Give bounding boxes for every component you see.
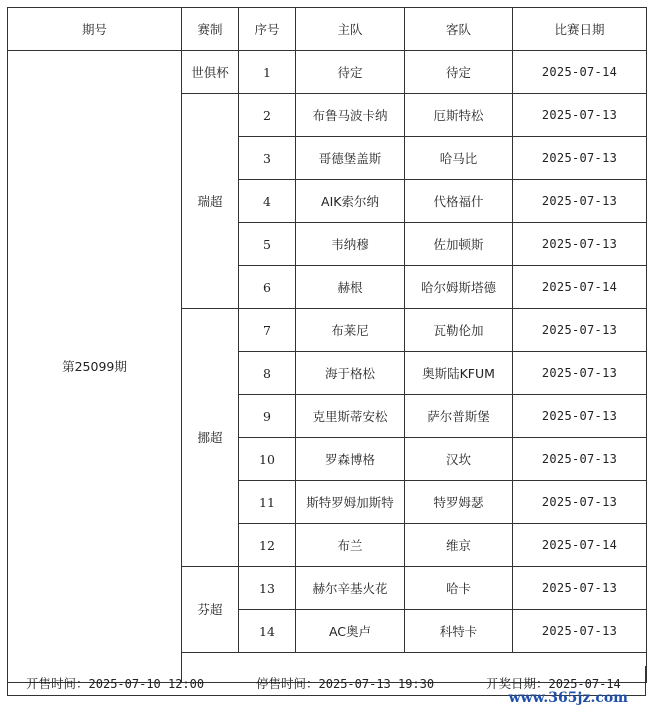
index-cell: 8: [239, 352, 296, 395]
away-team-cell: 汉坎: [405, 438, 513, 481]
home-team-cell: 克里斯蒂安松: [296, 395, 405, 438]
away-team-cell: 代格福什: [405, 180, 513, 223]
match-date-cell: 2025-07-13: [513, 94, 647, 137]
index-cell: 11: [239, 481, 296, 524]
header-row: [8, 8, 647, 51]
index-cell: 6: [239, 266, 296, 309]
index-cell: 2: [239, 94, 296, 137]
site-watermark: www.365jz.com: [508, 690, 628, 706]
index-cell: 9: [239, 395, 296, 438]
match-schedule-table: [7, 7, 647, 683]
header-period: 期号: [8, 8, 182, 51]
away-team-cell: 哈尔姆斯塔德: [405, 266, 513, 309]
match-date-cell: 2025-07-13: [513, 137, 647, 180]
away-team-cell: 瓦勒伦加: [405, 309, 513, 352]
away-team-cell: 奥斯陆KFUM: [405, 352, 513, 395]
home-team-cell: 斯特罗姆加斯特: [296, 481, 405, 524]
away-team-cell: 待定: [405, 51, 513, 94]
match-date-cell: 2025-07-13: [513, 223, 647, 266]
home-team-cell: 布鲁马波卡纳: [296, 94, 405, 137]
match-date-cell: 2025-07-13: [513, 309, 647, 352]
match-date-cell: 2025-07-13: [513, 567, 647, 610]
away-team-cell: 厄斯特松: [405, 94, 513, 137]
home-team-cell: 待定: [296, 51, 405, 94]
home-team-cell: 布莱尼: [296, 309, 405, 352]
match-date-cell: 2025-07-13: [513, 610, 647, 653]
index-cell: 7: [239, 309, 296, 352]
index-cell: 13: [239, 567, 296, 610]
away-team-cell: 哈卡: [405, 567, 513, 610]
home-team-cell: 海于格松: [296, 352, 405, 395]
home-team-cell: AC奥卢: [296, 610, 405, 653]
home-team-cell: 韦纳穆: [296, 223, 405, 266]
home-team-cell: 赫根: [296, 266, 405, 309]
header-home-team: 主队: [296, 8, 405, 51]
header-competition: 赛制: [182, 8, 239, 51]
competition-cell: 挪超: [182, 309, 239, 567]
header-index: 序号: [239, 8, 296, 51]
competition-cell: 世俱杯: [182, 51, 239, 94]
away-team-cell: 特罗姆瑟: [405, 481, 513, 524]
sale-stop-label: 停售时间：: [256, 676, 319, 691]
match-date-cell: 2025-07-14: [513, 266, 647, 309]
index-cell: 12: [239, 524, 296, 567]
index-cell: 3: [239, 137, 296, 180]
home-team-cell: AIK索尔纳: [296, 180, 405, 223]
index-cell: 10: [239, 438, 296, 481]
sale-start: [26, 674, 204, 692]
home-team-cell: 罗森博格: [296, 438, 405, 481]
period-cell: 第25099期: [8, 51, 182, 683]
draw-date-label: 开奖日期：: [486, 676, 549, 691]
match-date-cell: 2025-07-14: [513, 524, 647, 567]
index-cell: 4: [239, 180, 296, 223]
match-date-cell: 2025-07-14: [513, 51, 647, 94]
sale-start-value: 2025-07-10 12:00: [88, 677, 205, 691]
match-date-cell: 2025-07-13: [513, 352, 647, 395]
draw-date-value: 2025-07-14: [548, 677, 621, 691]
index-cell: 5: [239, 223, 296, 266]
match-date-cell: 2025-07-13: [513, 438, 647, 481]
away-team-cell: 哈马比: [405, 137, 513, 180]
sale-stop: [256, 674, 434, 692]
away-team-cell: 佐加顿斯: [405, 223, 513, 266]
match-date-cell: 2025-07-13: [513, 395, 647, 438]
home-team-cell: 赫尔辛基火花: [296, 567, 405, 610]
sale-stop-value: 2025-07-13 19:30: [318, 677, 435, 691]
sale-start-label: 开售时间：: [26, 676, 89, 691]
match-date-cell: 2025-07-13: [513, 481, 647, 524]
competition-cell: 瑞超: [182, 94, 239, 309]
schedule-table-wrapper: [7, 7, 647, 683]
match-date-cell: 2025-07-13: [513, 180, 647, 223]
home-team-cell: 布兰: [296, 524, 405, 567]
home-team-cell: 哥德堡盖斯: [296, 137, 405, 180]
away-team-cell: 维京: [405, 524, 513, 567]
table-row: [8, 51, 647, 94]
away-team-cell: 科特卡: [405, 610, 513, 653]
index-cell: 1: [239, 51, 296, 94]
header-match-date: 比赛日期: [513, 8, 647, 51]
away-team-cell: 萨尔普斯堡: [405, 395, 513, 438]
competition-cell: 芬超: [182, 567, 239, 653]
header-away-team: 客队: [405, 8, 513, 51]
index-cell: 14: [239, 610, 296, 653]
